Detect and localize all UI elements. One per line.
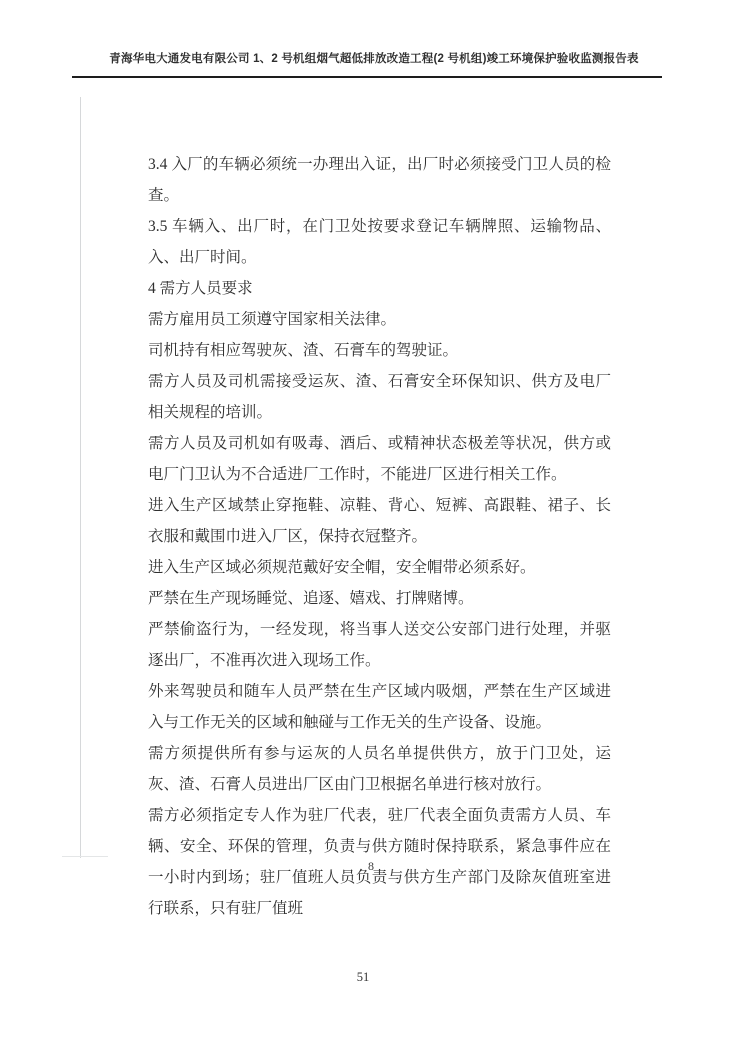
paragraph: 3.5 车辆入、出厂时，在门卫处按要求登记车辆牌照、运输物品、入、出厂时间。 — [148, 218, 611, 266]
paragraph: 进入生产区域禁止穿拖鞋、凉鞋、背心、短裤、高跟鞋、裙子、长衣服和戴围巾进入厂区，保持衣冠整齐。 — [148, 497, 611, 545]
paragraph: 外来驾驶员和随车人员严禁在生产区域内吸烟，严禁在生产区域进入与工作无关的区域和触碰与工作无关的生产设备、设施。 — [148, 683, 611, 731]
paragraph: 需方人员及司机需接受运灰、渣、石膏安全环保知识、供方及电厂相关规程的培训。 — [148, 373, 611, 421]
scan-page-left-edge — [80, 97, 81, 858]
document-body — [148, 149, 611, 924]
paragraph: 需方须提供所有参与运灰的人员名单提供供方，放于门卫处，运灰、渣、石膏人员进出厂区由门卫根据名单进行核对放行。 — [148, 745, 611, 793]
paragraph: 司机持有相应驾驶灰、渣、石膏车的驾驶证。 — [148, 342, 459, 359]
paragraph: 需方雇用员工须遵守国家相关法律。 — [148, 311, 397, 328]
paragraph: 3.4 入厂的车辆必须统一办理出入证，出厂时必须接受门卫人员的检查。 — [148, 156, 611, 204]
paragraph: 需方必须指定专人作为驻厂代表，驻厂代表全面负责需方人员、车辆、安全、环保的管理，负责与供方随时保持联系，紧急事件应在一小时内到场；驻厂值班人员负责与供方生产部门及除灰值班室进行联系，只有驻厂值班 — [148, 807, 611, 917]
paragraph: 严禁偷盗行为，一经发现，将当事人送交公安部门进行处理，并驱逐出厂，不准再次进入现场工作。 — [148, 621, 611, 669]
paragraph: 严禁在生产现场睡觉、追逐、嬉戏、打牌赌博。 — [148, 590, 474, 607]
page-number: 51 — [356, 970, 370, 984]
embedded-page-number: 8 — [368, 859, 374, 873]
paragraph: 进入生产区域必须规范戴好安全帽，安全帽带必须系好。 — [148, 559, 536, 576]
report-header-title: 青海华电大通发电有限公司 1、2 号机组烟气超低排放改造工程(2 号机组)竣工环境保护验收监测报告表 — [109, 53, 639, 65]
scan-artifact-smudge — [62, 856, 108, 857]
header-rule — [72, 76, 662, 78]
paragraph: 需方人员及司机如有吸毒、酒后、或精神状态极差等状况，供方或电厂门卫认为不合适进厂工作时，不能进厂区进行相关工作。 — [148, 435, 611, 483]
paragraph: 4 需方人员要求 — [148, 280, 253, 297]
